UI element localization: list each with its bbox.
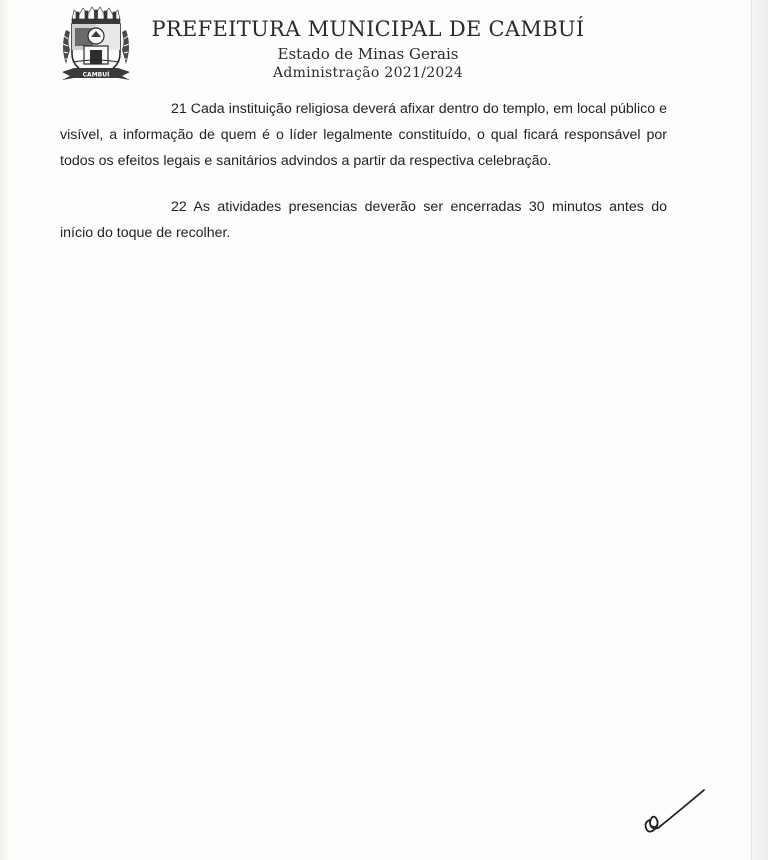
article-21-paragraph: 21 Cada instituição religiosa deverá afixar dentro do templo, em local público e visível, a informação de quem é o líder legalmente constituído, o qual ficará responsável por todos os efeitos legais e sanitários advindos a partir da respectiva celebração. [60, 101, 667, 169]
signature-icon [638, 782, 710, 838]
document-body [60, 96, 667, 246]
letterhead [56, 6, 676, 86]
coat-of-arms-icon [56, 6, 136, 86]
state-subtitle: Estado de Minas Gerais [277, 45, 459, 63]
crest-ribbon-text: CAMBUÍ [82, 71, 110, 79]
administration-period: Administração 2021/2024 [272, 65, 464, 81]
article-22-paragraph: 22 As atividades presencias deverão ser encerradas 30 minutos antes do início do toque de recolher. [60, 199, 667, 241]
scan-left-edge [0, 0, 8, 860]
letterhead-titles [148, 16, 588, 83]
scan-right-edge [751, 0, 768, 860]
municipality-title: PREFEITURA MUNICIPAL DE CAMBUÍ [151, 17, 585, 41]
